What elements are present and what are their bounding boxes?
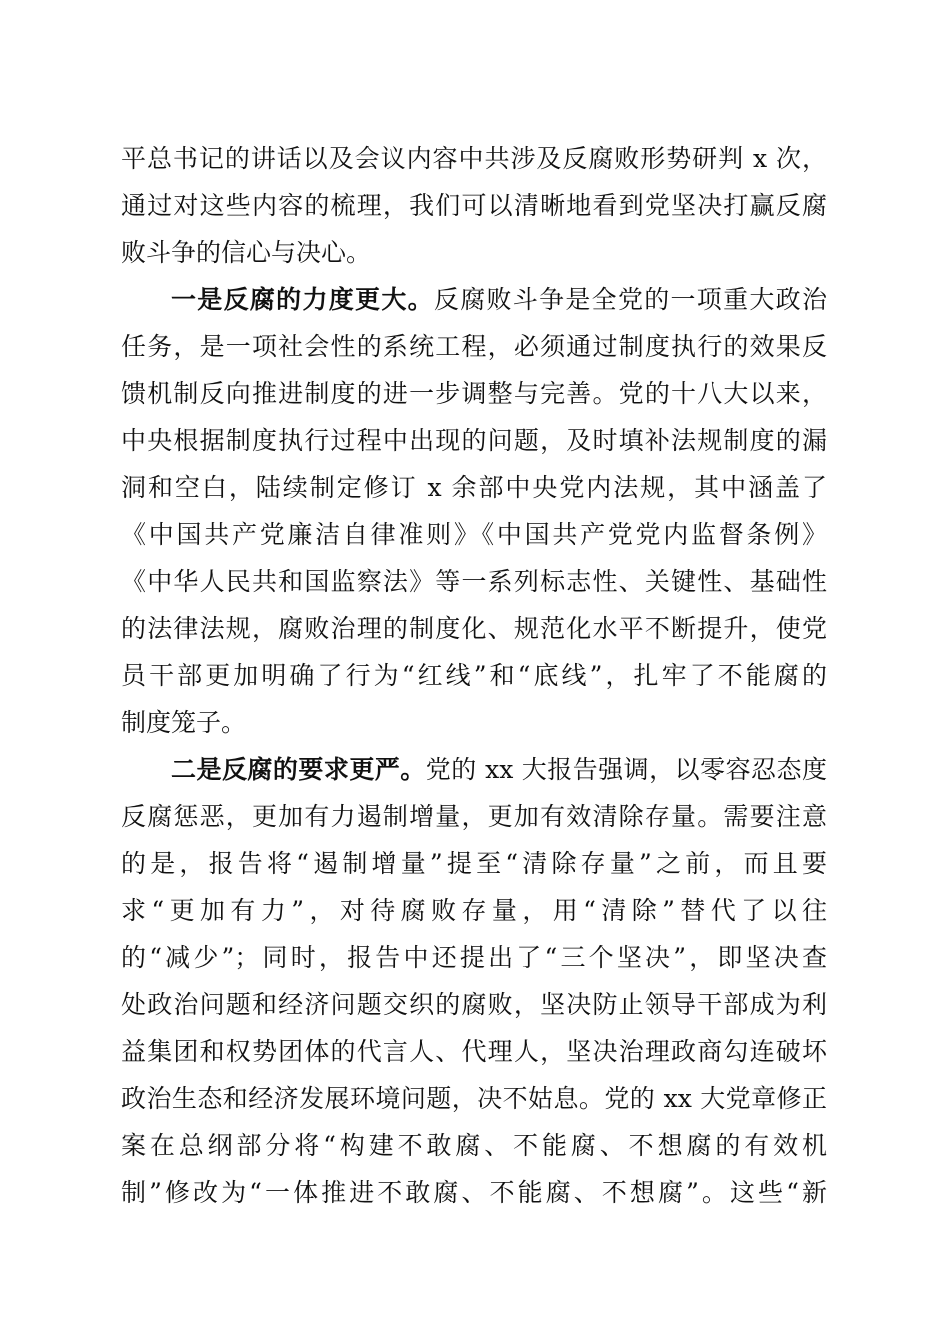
text-line-10: 《中华人民共和国监察法》等一系列标志性、关键性、基础性	[121, 567, 827, 596]
text-line-1: 平总书记的讲话以及会议内容中共涉及反腐败形势研判 x 次，	[121, 144, 827, 173]
text-line-20: 益集团和权势团体的代言人、代理人，坚决治理政商勾连破坏	[121, 1037, 827, 1066]
text-line-21: 政治生态和经济发展环境问题，决不姑息。党的 xx 大党章修正	[121, 1084, 827, 1113]
text-line-12: 员干部更加明确了行为“红线”和“底线”，扎牢了不能腐的	[121, 661, 827, 690]
paragraph-1-start: 反腐败斗争是全党的一项重大政治	[433, 285, 827, 314]
text-line-13: 制度笼子。	[121, 708, 247, 737]
text-line-19: 处政治问题和经济问题交织的腐败，坚决防止领导干部成为利	[121, 990, 827, 1019]
paragraph-1-first-line	[171, 280, 827, 320]
text-line-17: 求“更加有力”，对待腐败存量，用“清除”替代了以往	[121, 896, 827, 925]
text-line-3: 败斗争的信心与决心。	[121, 238, 372, 267]
text-line-6: 馈机制反向推进制度的进一步调整与完善。党的十八大以来，	[121, 379, 827, 408]
text-line-2: 通过对这些内容的梳理，我们可以清晰地看到党坚决打赢反腐	[121, 191, 827, 220]
paragraph-2-first-line	[171, 750, 827, 790]
text-line-9: 《中国共产党廉洁自律准则》《中国共产党党内监督条例》	[121, 520, 827, 549]
text-line-22: 案在总纲部分将“构建不敢腐、不能腐、不想腐的有效机	[121, 1131, 827, 1160]
text-line-18: 的“减少”；同时，报告中还提出了“三个坚决”，即坚决查	[121, 943, 827, 972]
paragraph-1-lead: 一是反腐的力度更大。	[171, 285, 434, 314]
text-line-5: 任务，是一项社会性的系统工程，必须通过制度执行的效果反	[121, 332, 827, 361]
text-line-7: 中央根据制度执行过程中出现的问题，及时填补法规制度的漏	[121, 426, 827, 455]
text-line-8: 洞和空白，陆续制定修订 x 余部中央党内法规，其中涵盖了	[121, 473, 827, 502]
text-line-23: 制”修改为“一体推进不敢腐、不能腐、不想腐”。这些“新	[121, 1178, 827, 1207]
paragraph-2-start: 党的 xx 大报告强调，以零容忍态度	[425, 755, 827, 784]
text-line-16: 的是，报告将“遏制增量”提至“清除存量”之前，而且要	[121, 849, 827, 878]
text-line-15: 反腐惩恶，更加有力遏制增量，更加有效清除存量。需要注意	[121, 802, 827, 831]
text-line-11: 的法律法规，腐败治理的制度化、规范化水平不断提升，使党	[121, 614, 827, 643]
paragraph-2-lead: 二是反腐的要求更严。	[171, 755, 426, 784]
